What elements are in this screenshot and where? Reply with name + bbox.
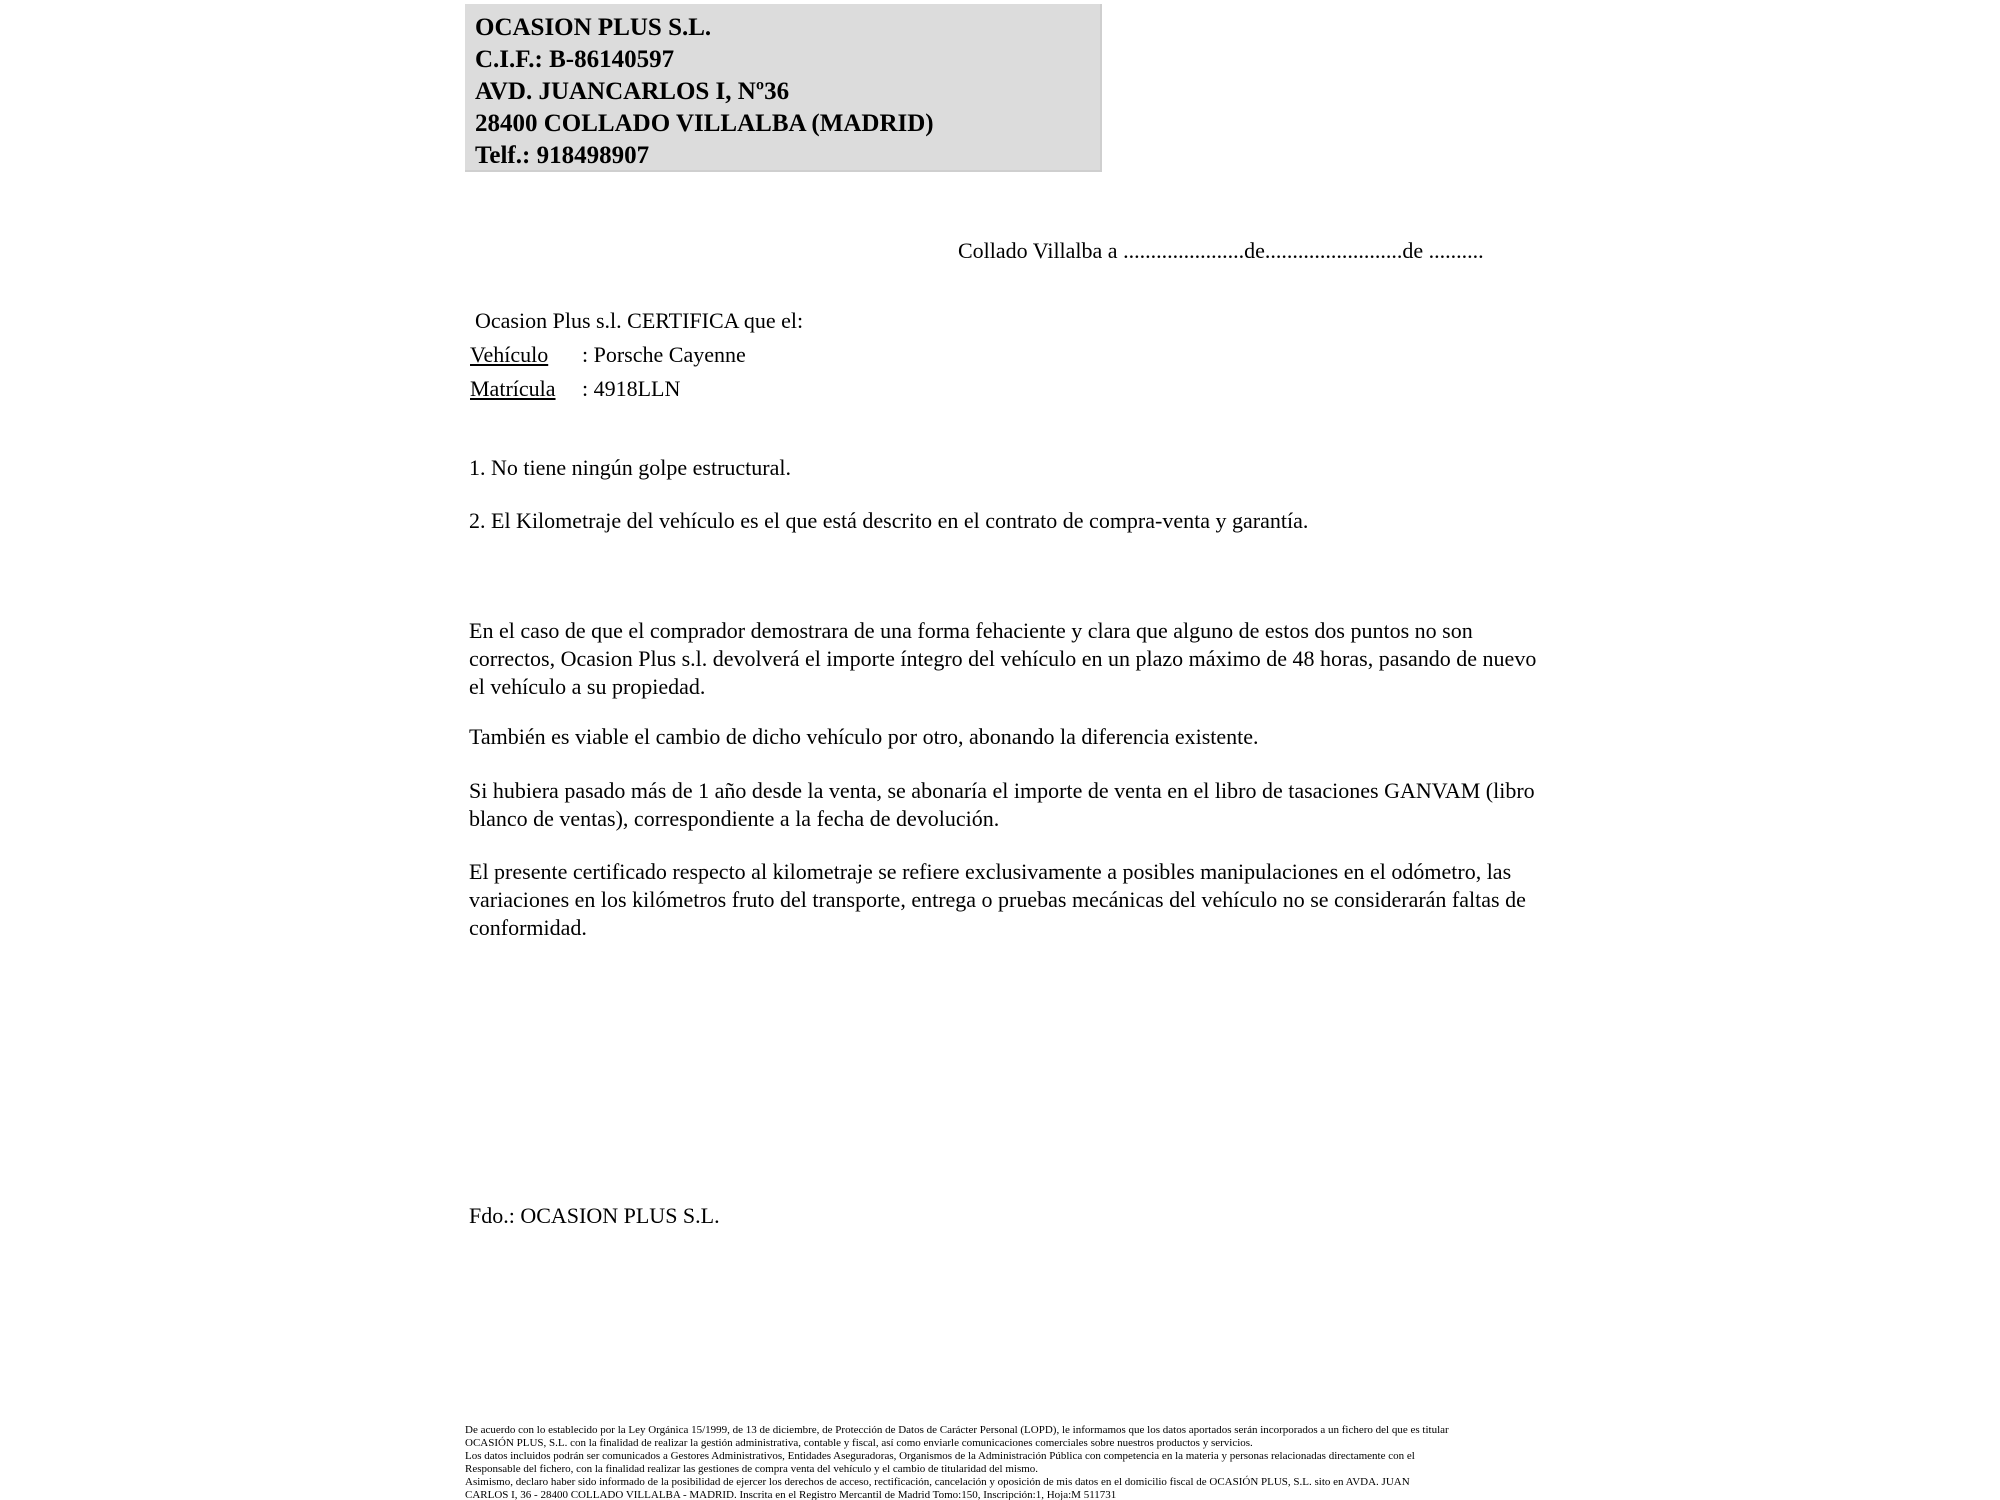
company-city: 28400 COLLADO VILLALBA (MADRID): [475, 110, 934, 137]
footer-line-6: CARLOS I, 36 - 28400 COLLADO VILLALBA - MADRID. Inscrita en el Registro Mercantil de Madrid Tomo:150, Inscripción:1, Hoja:M 511731: [465, 1488, 1117, 1500]
plate-label: Matrícula: [470, 376, 556, 401]
date-line: Collado Villalba a ......................de.........................de ..........: [958, 238, 1484, 263]
clause-structural: 1. No tiene ningún golpe estructural.: [469, 455, 791, 480]
paragraph-ganvam: Si hubiera pasado más de 1 año desde la venta, se abonaría el importe de venta en el libro de tasaciones GANVAM (libro blanco de ventas), correspondiente a la fecha de devolución.: [469, 778, 1535, 831]
plate-value: : 4918LLN: [582, 376, 681, 401]
company-address: AVD. JUANCARLOS I, Nº36: [475, 78, 790, 105]
paragraph-odometer: El presente certificado respecto al kilometraje se refiere exclusivamente a posibles manipulaciones en el odómetro, las variaciones en los kilómetros fruto del transporte, entrega o pruebas mecánicas del vehículo no se considerarán faltas de conformidad.: [469, 859, 1526, 940]
company-phone: Telf.: 918498907: [475, 142, 650, 169]
legal-footer: [465, 1424, 1560, 1500]
company-name: OCASION PLUS S.L.: [475, 14, 712, 41]
vehicle-value: : Porsche Cayenne: [582, 342, 746, 367]
footer-line-4: Responsable del fichero, con la finalidad realizar las gestiones de compra venta del vehículo y el cambio de titularidad del mismo.: [465, 1462, 1039, 1475]
company-header-box: [465, 4, 1102, 172]
vehicle-field: [470, 342, 746, 368]
footer-line-3: Los datos incluidos podrán ser comunicados a Gestores Administrativos, Entidades Aseguradoras, Organismos de la Administración Pública con competencia en la materia y personas relacionadas directamente con el: [465, 1449, 1415, 1462]
paragraph-exchange: También es viable el cambio de dicho vehículo por otro, abonando la diferencia existente.: [469, 724, 1259, 749]
paragraph-refund: En el caso de que el comprador demostrara de una forma fehaciente y clara que alguno de estos dos puntos no son correctos, Ocasion Plus s.l. devolverá el importe íntegro del vehículo en un plazo máximo de 48 horas, pasando de nuevo el vehículo a su propiedad.: [469, 618, 1537, 699]
company-cif: C.I.F.: B-86140597: [475, 46, 675, 73]
footer-line-5: Asimismo, declaro haber sido informado de la posibilidad de ejercer los derechos de acceso, rectificación, cancelación y oposición de mis datos en el domicilio fiscal de OCASIÓN PLUS, S.L. sito en AVDA. JUAN: [465, 1475, 1410, 1488]
plate-field: [470, 376, 680, 402]
vehicle-label: Vehículo: [470, 342, 549, 367]
footer-line-1: De acuerdo con lo establecido por la Ley Orgánica 15/1999, de 13 de diciembre, de Protección de Datos de Carácter Personal (LOPD), le informamos que los datos aportados serán incorporados a un fichero del que es titular: [465, 1424, 1449, 1436]
signature-line: Fdo.: OCASION PLUS S.L.: [469, 1203, 720, 1228]
certification-intro: Ocasion Plus s.l. CERTIFICA que el:: [475, 308, 804, 333]
clause-mileage: 2. El Kilometraje del vehículo es el que está descrito en el contrato de compra-venta y garantía.: [469, 508, 1309, 533]
footer-line-2: OCASIÓN PLUS, S.L. con la finalidad de realizar la gestión administrativa, contable y fiscal, así como enviarle comunicaciones comerciales sobre nuestros productos y servicios.: [465, 1436, 1253, 1449]
